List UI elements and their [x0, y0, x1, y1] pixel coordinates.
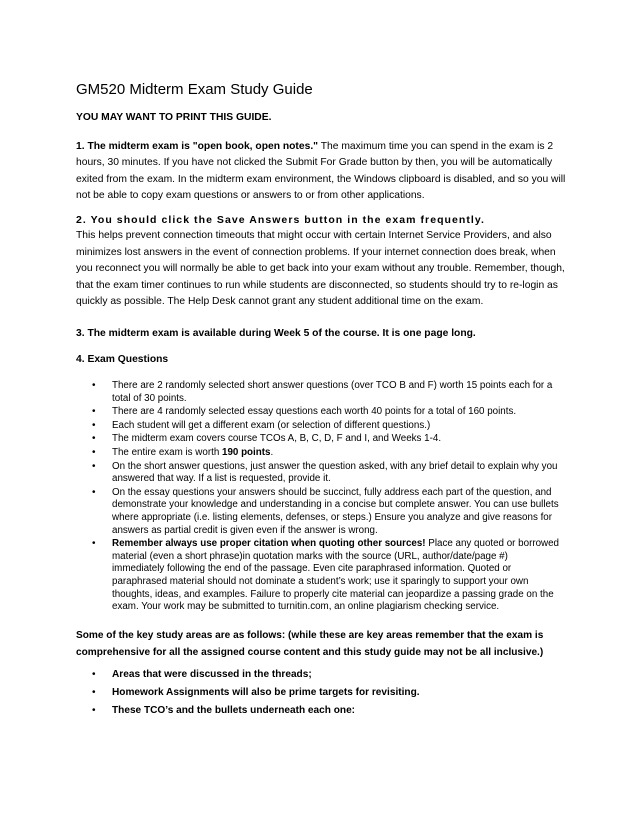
- bullet-glyph: •: [92, 419, 96, 431]
- list-item: • Areas that were discussed in the threads;: [92, 666, 562, 684]
- print-notice: YOU MAY WANT TO PRINT THIS GUIDE.: [76, 112, 272, 123]
- key-areas-list: [92, 666, 562, 720]
- list-item: • Each student will get a different exam (or selection of different questions.): [92, 419, 431, 431]
- bullet-glyph: •: [92, 446, 96, 458]
- list-item: • The entire exam is worth 190 points.: [92, 446, 274, 458]
- bullet-glyph: •: [92, 486, 96, 498]
- bullet-glyph: •: [92, 538, 96, 550]
- list-item: • On the essay questions your answers should be succinct, fully address each part of the question, and demonstrate your knowledge and understanding in a concise but complete answer. You can use bullets where appropriate (i.e. listing elements, defenses, or steps.) Ensure you analyze and give reasons for answers as partial credit is given even if the answer is wrong.: [92, 486, 559, 536]
- key-areas-intro: Some of the key study areas are as follows: (while these are key areas remember that the exam is comprehensive for all the assigned course content and this study guide may not be all inclusive.): [76, 630, 544, 658]
- section-4-heading: 4. Exam Questions: [76, 354, 169, 365]
- list-item: • On the short answer questions, just answer the question asked, with any brief detail to explain why you answered that way. If a list is requested, provide it.: [92, 460, 558, 485]
- bullet-glyph: •: [92, 433, 96, 445]
- section-1: [76, 139, 568, 205]
- list-item: • There are 2 randomly selected short answer questions (over TCO B and F) worth 15 points each for a total of 30 points.: [92, 380, 553, 404]
- list-item: • Remember always use proper citation when quoting other sources! Place any quoted or borrowed material (even a short phrase)in quotation marks with the source (URL, author/date/page #) immediately following the end of the passage. Even cite paraphrased information. Quoted or paraphrased material should not dominate a student’s work; use it sparingly to support your own thoughts, ideas, and examples. Failure to properly cite material can jeopardize a passing grade on the exam. Your work may be submitted to turnitin.com, an online plagiarism checking service.: [92, 538, 560, 613]
- bullet-glyph: •: [92, 687, 96, 698]
- bullet-glyph: •: [92, 669, 96, 680]
- section-1-lead: 1. The midterm exam is "open book, open notes.": [76, 141, 319, 152]
- page-title: GM520 Midterm Exam Study Guide: [76, 81, 313, 98]
- list-item: • There are 4 randomly selected essay questions each worth 40 points for a total of 160 points.: [92, 406, 517, 418]
- bullet-glyph: •: [92, 406, 96, 418]
- section-2-lead: 2. You should click the Save Answers button in the exam frequently.: [76, 214, 485, 226]
- exam-questions-list: [92, 380, 562, 615]
- bullet-glyph: •: [92, 705, 96, 716]
- section-1-body: The maximum time you can spend in the exam is 2 hours, 30 minutes. If you have not clicked the Submit For Grade button by then, you will be automatically exited from the exam. In the midterm exam environment, the Windows clipboard is disabled, and so you will not be able to copy exam questions or answers to or from other applications.: [76, 141, 566, 202]
- list-item: • Homework Assignments will also be prime targets for revisiting.: [92, 684, 562, 702]
- section-2-body: This helps prevent connection timeouts that might occur with certain Internet Service Providers, and also minimizes lost answers in the event of connection problems. If your internet connection does break, when you reconnect you will normally be able to get back into your exam without any trouble. Remember, though, that the exam timer continues to run while students are disconnected, so students should try to re-login as quickly as possible. The Help Desk cannot grant any student additional time on the exam.: [76, 230, 565, 308]
- bullet-glyph: •: [92, 380, 96, 391]
- bullet-glyph: •: [92, 460, 96, 472]
- list-item: • The midterm exam covers course TCOs A, B, C, D, F and I, and Weeks 1-4.: [92, 433, 442, 445]
- section-3: 3. The midterm exam is available during Week 5 of the course. It is one page long.: [76, 328, 476, 339]
- section-2: [76, 212, 568, 310]
- list-item: • These TCO’s and the bullets underneath each one:: [92, 702, 562, 720]
